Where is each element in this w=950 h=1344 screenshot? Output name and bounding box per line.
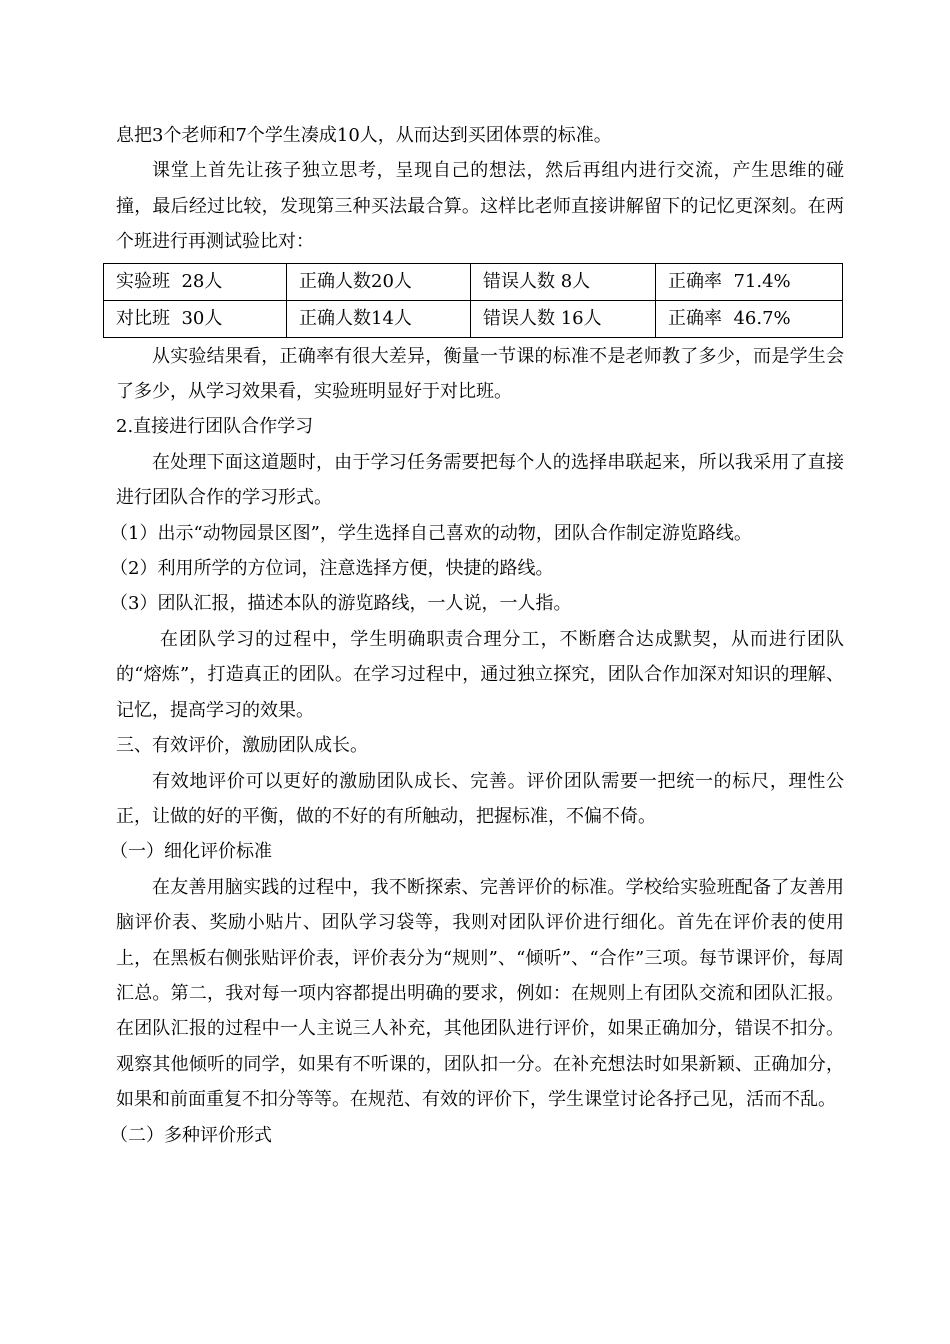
table-cell-rate: 正确率 46.7% [656, 300, 843, 337]
table-cell-wrong: 错误人数 8人 [471, 263, 656, 300]
list-item-1: （1）出示“动物园景区图”，学生选择自己喜欢的动物，团队合作制定游览路线。 [110, 522, 752, 544]
paragraph-team-form: 在处理下面这道题时，由于学习任务需要把每个人的选择串联起来，所以我采用了直接进行团队合作的学习形式。 [116, 451, 844, 509]
subheading-forms: （二）多种评价形式 [110, 1124, 272, 1146]
table-cell-correct: 正确人数14人 [287, 300, 471, 337]
table-cell-class: 对比班 30人 [104, 300, 287, 337]
comparison-table [103, 263, 843, 338]
paragraph-standard: 在友善用脑实践的过程中，我不断探索、完善评价的标准。学校给实验班配备了友善用脑评价表、奖励小贴片、团队学习袋等，我则对团队评价进行细化。首先在评价表的使用上，在黑板右侧张贴评价表，评价表分为“规则”、“倾听”、“合作”三项。每节课评价，每周汇总。第二，我对每一项内容都提出明确的要求，例如：在规则上有团队交流和团队汇报。在团队汇报的过程中一人主说三人补充，其他团队进行评价，如果正确加分，错误不扣分。观察其他倾听的同学，如果有不听课的，团队扣一分。在补充想法时如果新颖、正确加分，如果和前面重复不扣分等等。在规范、有效的评价下，学生课堂讨论各抒己见，活而不乱。 [116, 876, 844, 1111]
table-row [104, 263, 843, 300]
document-page [110, 118, 844, 1153]
paragraph-continuation: 息把3个老师和7个学生凑成10人，从而达到买团体票的标准。 [116, 125, 612, 146]
table-row [104, 300, 843, 337]
table-cell-class: 实验班 28人 [104, 263, 287, 300]
subheading-standard: （一）细化评价标准 [110, 841, 272, 863]
heading-team-learning: 2.直接进行团队合作学习 [116, 416, 314, 438]
list-item-2: （2）利用所学的方位词，注意选择方便，快捷的路线。 [110, 558, 554, 580]
paragraph-team-process: 在团队学习的过程中，学生明确职责合理分工，不断磨合达成默契，从而进行团队的“熔炼”，打造真正的团队。在学习过程中，通过独立探究，团队合作加深对知识的理解、记忆，提高学习的效果。 [116, 628, 844, 721]
table-cell-wrong: 错误人数 16人 [471, 300, 656, 337]
paragraph-result: 从实验结果看，正确率有很大差异，衡量一节课的标准不是老师教了多少，而是学生会了多少，从学习效果看，实验班明显好于对比班。 [116, 345, 844, 403]
heading-evaluation: 三、有效评价，激励团队成长。 [116, 735, 368, 757]
paragraph-classroom: 课堂上首先让孩子独立思考，呈现自己的想法，然后再组内进行交流，产生思维的碰撞，最后经过比较，发现第三种买法最合算。这样比老师直接讲解留下的记忆更深刻。在两个班进行再测试验比对： [116, 160, 844, 253]
table-cell-correct: 正确人数20人 [287, 263, 471, 300]
paragraph-evaluation: 有效地评价可以更好的激励团队成长、完善。评价团队需要一把统一的标尺，理性公正，让做的好的平衡，做的不好的有所触动，把握标准，不偏不倚。 [116, 770, 844, 827]
table-cell-rate: 正确率 71.4% [656, 263, 843, 300]
list-item-3: （3）团队汇报，描述本队的游览路线，一人说，一人指。 [110, 593, 572, 615]
